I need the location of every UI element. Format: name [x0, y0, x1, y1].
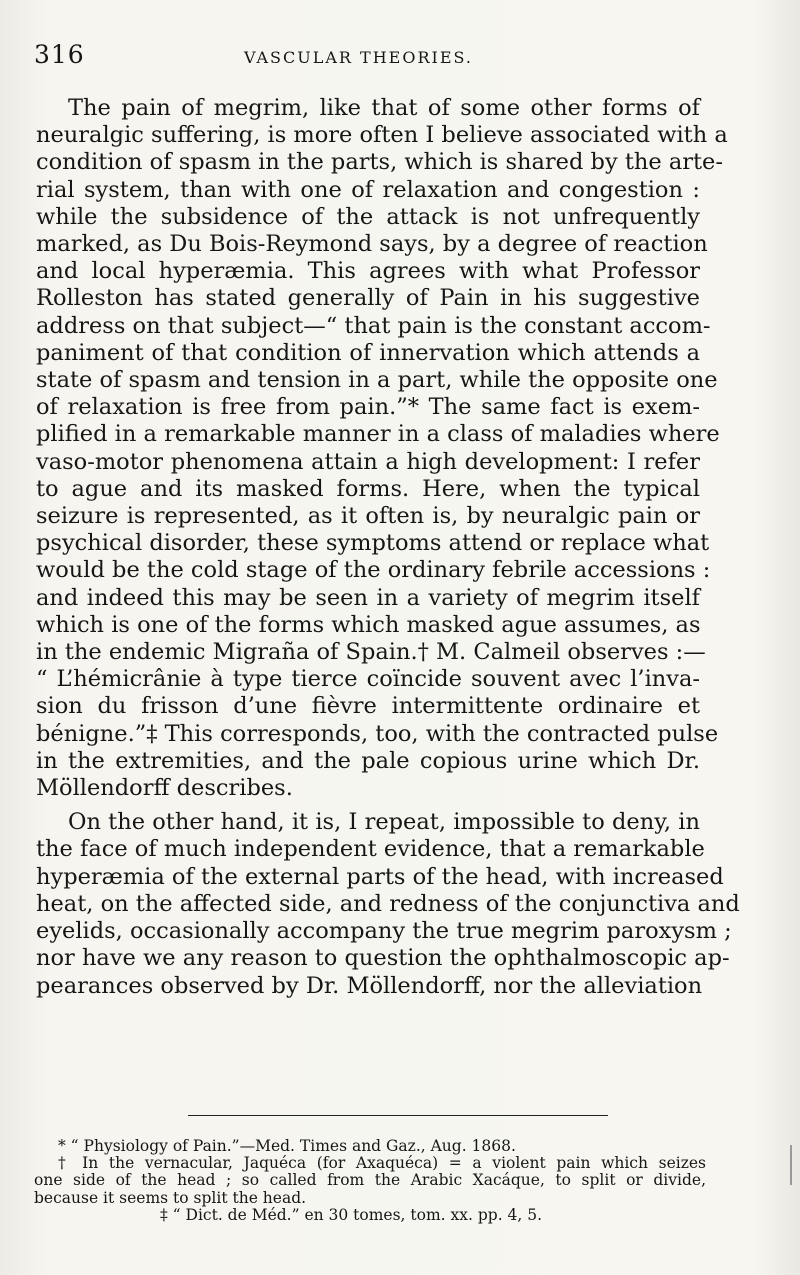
- text-line: heat, on the affected side, and redness of the conjunctiva and: [36, 890, 740, 917]
- text-line: condition of spasm in the parts, which is shared by the arte-: [36, 149, 723, 176]
- text-line: seizure is represented, as it often is, by neuralgic pain or: [36, 503, 700, 530]
- text-line: Möllendorff describes.: [36, 775, 293, 802]
- text-line: in the extremities, and the pale copious urine which Dr.: [36, 747, 700, 774]
- text-line: Rolleston has stated generally of Pain in his suggestive: [36, 285, 700, 312]
- page-edge-shadow: [790, 1145, 798, 1185]
- body-text: [36, 95, 740, 1000]
- text-line: marked, as Du Bois-Reymond says, by a degree of reaction: [36, 231, 708, 258]
- text-line: sion du frisson d’une fièvre intermittente ordinaire et: [36, 693, 700, 720]
- footnote: ‡ “ Dict. de Méd.” en 30 tomes, tom. xx. pp. 4, 5.: [160, 1205, 543, 1224]
- text-line: On the other hand, it is, I repeat, impossible to deny, in: [68, 809, 700, 836]
- text-line: vaso-motor phenomena attain a high development: I refer: [36, 448, 700, 475]
- page-number: 316: [34, 40, 85, 69]
- footnote: * “ Physiology of Pain.”—Med. Times and Gaz., Aug. 1868.: [58, 1137, 516, 1155]
- text-line: and indeed this may be seen in a variety of megrim itself: [36, 584, 700, 611]
- text-line: of relaxation is free from pain.”* The same fact is exem-: [36, 394, 700, 421]
- text-line: while the subsidence of the attack is not unfrequently: [36, 203, 700, 230]
- paragraph-gap: [36, 802, 700, 809]
- text-line: paniment of that condition of innervation which attends a: [36, 339, 700, 366]
- text-line: nor have we any reason to question the ophthalmoscopic ap-: [36, 945, 730, 972]
- footnote-rule: [188, 1115, 608, 1116]
- text-line: The pain of megrim, like that of some other forms of: [68, 95, 700, 121]
- text-line: address on that subject—“ that pain is the constant accom-: [36, 312, 711, 339]
- text-line: pearances observed by Dr. Möllendorff, nor the alleviation: [36, 972, 703, 999]
- text-line: to ague and its masked forms. Here, when the typical: [36, 475, 700, 502]
- text-line: in the endemic Migraña of Spain.† M. Calmeil observes :—: [36, 639, 706, 666]
- text-line: bénigne.”‡ This corresponds, too, with the contracted pulse: [36, 720, 719, 747]
- footnotes: [34, 1138, 706, 1224]
- text-line: psychical disorder, these symptoms attend or replace what: [36, 530, 710, 557]
- text-line: state of spasm and tension in a part, while the opposite one: [36, 367, 718, 394]
- text-line: would be the cold stage of the ordinary febrile accessions :: [36, 557, 711, 584]
- text-line: plified in a remarkable manner in a class of maladies where: [36, 421, 720, 448]
- page-header: [34, 40, 700, 74]
- running-title: VASCULAR THEORIES.: [244, 48, 473, 67]
- footnote: because it seems to split the head.: [34, 1188, 307, 1207]
- text-line: “ L’hémicrânie à type tierce coïncide souvent avec l’inva-: [36, 666, 700, 693]
- footnote: † In the vernacular, Jaquéca (for Axaquéca) = a violent pain which seizes: [58, 1154, 706, 1173]
- text-line: hyperæmia of the external parts of the head, with increased: [36, 863, 724, 890]
- text-line: eyelids, occasionally accompany the true megrim paroxysm ;: [36, 918, 732, 945]
- paragraph-2: [36, 809, 740, 999]
- paragraph-1: [36, 95, 728, 802]
- text-line: neuralgic suffering, is more often I believe associated with a: [36, 122, 728, 149]
- text-line: which is one of the forms which masked ague assumes, as: [36, 611, 701, 638]
- text-line: and local hyperæmia. This agrees with what Professor: [36, 258, 700, 285]
- text-line: the face of much independent evidence, that a remarkable: [36, 836, 705, 863]
- text-line: rial system, than with one of relaxation and congestion :: [36, 176, 700, 203]
- footnote: one side of the head ; so called from the Arabic Xacáque, to split or divide,: [34, 1171, 706, 1190]
